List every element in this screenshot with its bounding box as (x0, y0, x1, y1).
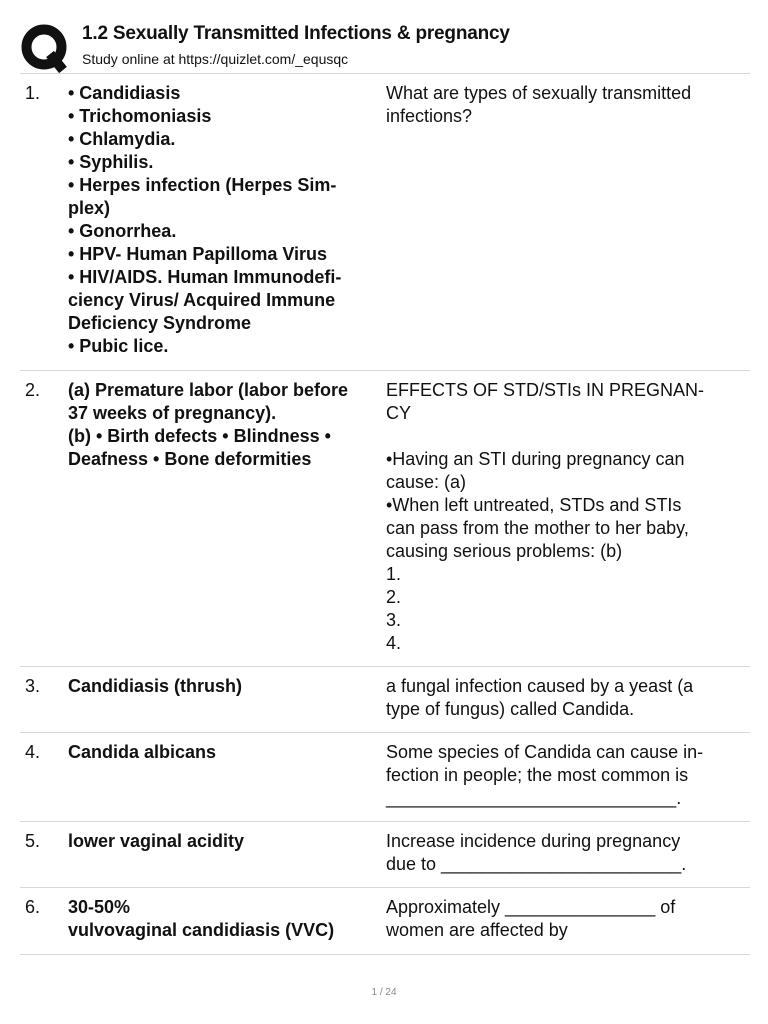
card-number: 3. (25, 676, 41, 696)
definition-line: 2. (386, 587, 402, 607)
definition-line: cause: (a) (386, 472, 467, 492)
card-definition (386, 741, 741, 810)
definition-line: Approximately _______________ of (386, 897, 676, 917)
page-header (20, 20, 750, 76)
definition-line: •Having an STI during pregnancy can (386, 449, 685, 469)
flashcard-row (20, 74, 750, 371)
card-term (68, 741, 386, 764)
flashcard-list (20, 74, 750, 955)
term-line: • Pubic lice. (68, 336, 169, 356)
definition-line: 4. (386, 633, 402, 653)
definition-line: women are affected by (386, 920, 568, 940)
term-line: lower vaginal acidity (68, 831, 245, 851)
flashcard-row (20, 371, 750, 667)
card-term (68, 675, 386, 698)
definition-line: _____________________________. (386, 788, 682, 808)
term-line: • Syphilis. (68, 152, 154, 172)
page-title: 1.2 Sexually Transmitted Infections & pregnancy (82, 23, 510, 44)
definition-line: can pass from the mother to her baby, (386, 518, 689, 538)
card-definition (386, 675, 741, 721)
definition-line: type of fungus) called Candida. (386, 699, 635, 719)
card-term (68, 82, 386, 358)
definition-line: infections? (386, 106, 473, 126)
card-term (68, 830, 386, 853)
definition-line: •When left untreated, STDs and STIs (386, 495, 682, 515)
page-number: 1 / 24 (371, 987, 397, 998)
card-number: 5. (25, 831, 41, 851)
definition-line (386, 425, 741, 448)
term-line: 37 weeks of pregnancy). (68, 403, 277, 423)
definition-line: What are types of sexually transmitted (386, 83, 692, 103)
term-line: vulvovaginal candidiasis (VVC) (68, 920, 335, 940)
card-number: 2. (25, 380, 41, 400)
term-line: • Chlamydia. (68, 129, 176, 149)
term-line: • Gonorrhea. (68, 221, 177, 241)
term-line: Deafness • Bone deformities (68, 449, 312, 469)
card-term (68, 379, 386, 471)
card-number: 4. (25, 742, 41, 762)
flashcard-row (20, 667, 750, 733)
term-line: Deficiency Syndrome (68, 313, 252, 333)
term-line: • Herpes infection (Herpes Sim- (68, 175, 337, 195)
flashcard-row (20, 733, 750, 822)
card-definition (386, 379, 741, 655)
term-line: plex) (68, 198, 111, 218)
card-term (68, 896, 386, 942)
definition-line: due to ________________________. (386, 854, 687, 874)
study-link-text: Study online at https://quizlet.com/_equsqc (82, 51, 349, 67)
definition-line: 3. (386, 610, 402, 630)
term-line: (a) Premature labor (labor before (68, 380, 349, 400)
term-line: 30-50% (68, 897, 131, 917)
card-number: 1. (25, 83, 41, 103)
definition-line: fection in people; the most common is (386, 765, 689, 785)
term-line: • Candidiasis (68, 83, 181, 103)
term-line: Candida albicans (68, 742, 217, 762)
definition-line: Increase incidence during pregnancy (386, 831, 681, 851)
card-definition (386, 82, 741, 128)
quizlet-logo-icon (20, 23, 70, 73)
card-number: 6. (25, 897, 41, 917)
term-line: ciency Virus/ Acquired Immune (68, 290, 336, 310)
card-definition (386, 896, 741, 942)
card-definition (386, 830, 741, 876)
definition-line: Some species of Candida can cause in- (386, 742, 704, 762)
term-line: Candidiasis (thrush) (68, 676, 243, 696)
term-line: • HIV/AIDS. Human Immunodefi- (68, 267, 342, 287)
term-line: • Trichomoniasis (68, 106, 212, 126)
term-line: • HPV- Human Papilloma Virus (68, 244, 328, 264)
definition-line: causing serious problems: (b) (386, 541, 623, 561)
definition-line: a fungal infection caused by a yeast (a (386, 676, 694, 696)
term-line: (b) • Birth defects • Blindness • (68, 426, 331, 446)
definition-line: 1. (386, 564, 402, 584)
flashcard-row (20, 822, 750, 888)
definition-line: EFFECTS OF STD/STIs IN PREGNAN- (386, 380, 705, 400)
definition-line: CY (386, 403, 412, 423)
flashcard-row (20, 888, 750, 955)
